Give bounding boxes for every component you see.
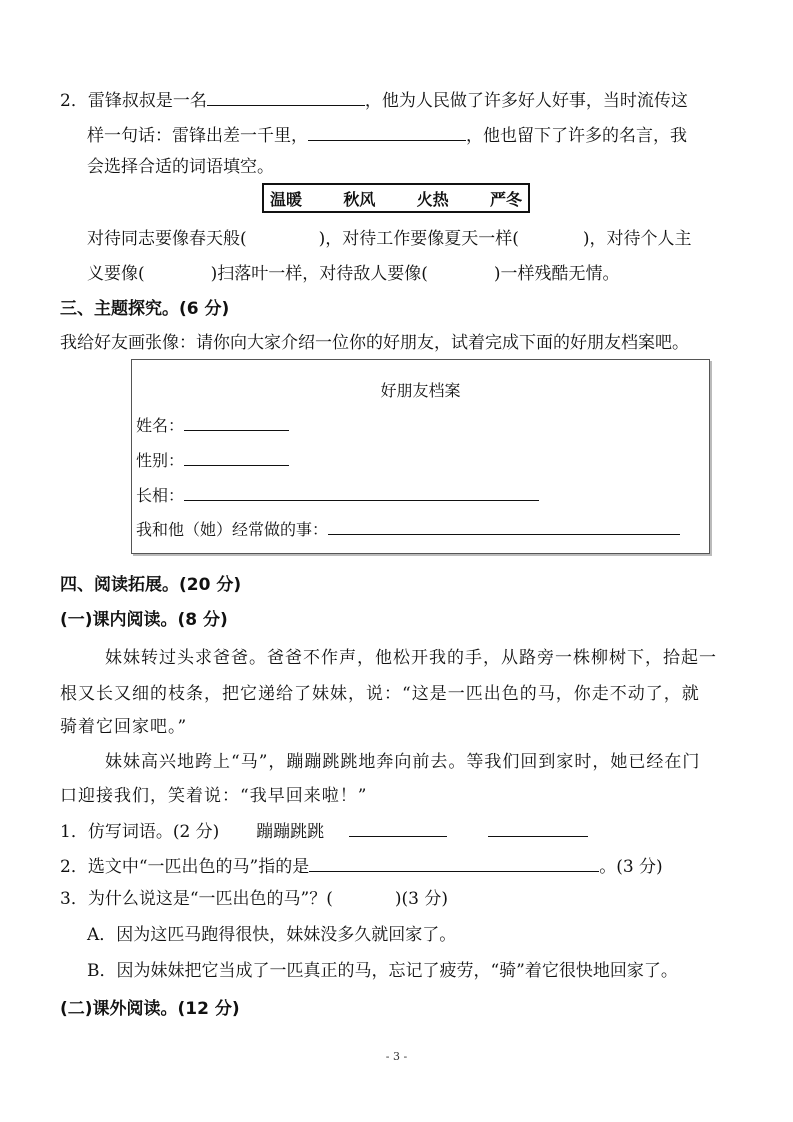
part1-heading: (一)课内阅读。(8 分) (60, 610, 228, 630)
friend-profile-card (131, 359, 710, 554)
activity-label: 我和他（她）经常做的事： (136, 520, 329, 539)
passage-line: 骑着它回家吧。” (60, 717, 188, 737)
q2-line2 (87, 122, 687, 148)
answer-blank[interactable] (308, 122, 466, 141)
q2-fill-line1 (87, 227, 692, 251)
q2-line2-suffix: ，他也留下了许多的名言，我 (466, 126, 687, 146)
word-bank-item: 温暖 (270, 189, 303, 209)
q4-1-prefix: 1．仿写词语。(2 分) (60, 822, 220, 842)
passage-line: 口迎接我们，笑着说：“我早回来啦！” (60, 786, 368, 806)
part2-heading: (二)课外阅读。(12 分) (60, 999, 240, 1019)
word-bank-item: 火热 (416, 189, 449, 209)
word-bank-item: 秋风 (343, 189, 376, 209)
answer-blank[interactable] (309, 853, 599, 872)
name-field[interactable] (184, 412, 289, 431)
fill-text: )一样残酷无情。 (493, 264, 620, 284)
gender-label: 性别： (136, 451, 185, 470)
activity-field[interactable] (328, 516, 680, 535)
profile-title: 好朋友档案 (380, 381, 461, 400)
q2-line2-prefix: 样一句话：雷锋出差一千里， (87, 126, 308, 146)
word-bank-box (262, 183, 530, 213)
fill-text: )扫落叶一样，对待敌人要像( (210, 264, 428, 284)
section3-intro: 我给好友画张像：请你向大家介绍一位你的好朋友，试着完成下面的好朋友档案吧。 (60, 333, 689, 353)
option-a: A．因为这匹马跑得很快，妹妹没多久就回家了。 (87, 925, 457, 945)
looks-field[interactable] (184, 482, 539, 501)
q2-line3: 会选择合适的词语填空。 (87, 157, 274, 177)
gender-field[interactable] (184, 447, 289, 466)
q4-3-prefix: 3．为什么说这是“一匹出色的马”？( (60, 889, 333, 909)
profile-gender-row (136, 447, 289, 473)
page-number: - 3 - (385, 1050, 408, 1063)
q4-1 (60, 818, 588, 844)
q4-3-suffix: )(3 分) (394, 889, 448, 909)
passage-line: 妹妹转过头求爸爸。爸爸不作声，他松开我的手，从路旁一株柳树下，拾起一 (105, 648, 717, 668)
answer-blank[interactable] (488, 818, 588, 837)
passage-line: 根又长又细的枝条，把它递给了妹妹，说：“这是一匹出色的马，你走不动了，就 (60, 684, 700, 704)
section3-heading: 三、主题探究。(6 分) (60, 299, 230, 319)
word-bank-item: 严冬 (489, 189, 522, 209)
q4-1-example: 蹦蹦跳跳 (256, 822, 325, 842)
looks-label: 长相： (136, 486, 185, 505)
fill-text: )，对待工作要像夏天一样( (318, 229, 519, 249)
profile-looks-row (136, 482, 539, 508)
q4-3 (60, 887, 448, 911)
section4-heading: 四、阅读拓展。(20 分) (60, 575, 242, 595)
fill-text: 义要像( (87, 264, 145, 284)
q2-line1 (60, 87, 688, 113)
fill-text: 对待同志要像春天般( (87, 229, 247, 249)
q4-2-prefix: 2．选文中“一匹出色的马”指的是 (60, 857, 310, 877)
profile-name-row (136, 412, 289, 438)
q2-line1-prefix: 2．雷锋叔叔是一名 (60, 91, 207, 111)
q2-fill-line2 (87, 262, 620, 286)
q4-2-suffix: 。(3 分) (599, 857, 663, 877)
fill-text: )，对待个人主 (582, 229, 692, 249)
answer-blank[interactable] (207, 87, 365, 106)
q2-line1-suffix: ，他为人民做了许多好人好事，当时流传这 (364, 91, 688, 111)
passage-line: 妹妹高兴地跨上“马”，蹦蹦跳跳地奔向前去。等我们回到家时，她已经在门 (105, 752, 701, 772)
q4-2 (60, 853, 663, 879)
answer-blank[interactable] (349, 818, 447, 837)
profile-activity-row (136, 516, 680, 542)
name-label: 姓名： (136, 416, 185, 435)
option-b: B．因为妹妹把它当成了一匹真正的马，忘记了疲劳，“骑”着它很快地回家了。 (87, 961, 678, 981)
